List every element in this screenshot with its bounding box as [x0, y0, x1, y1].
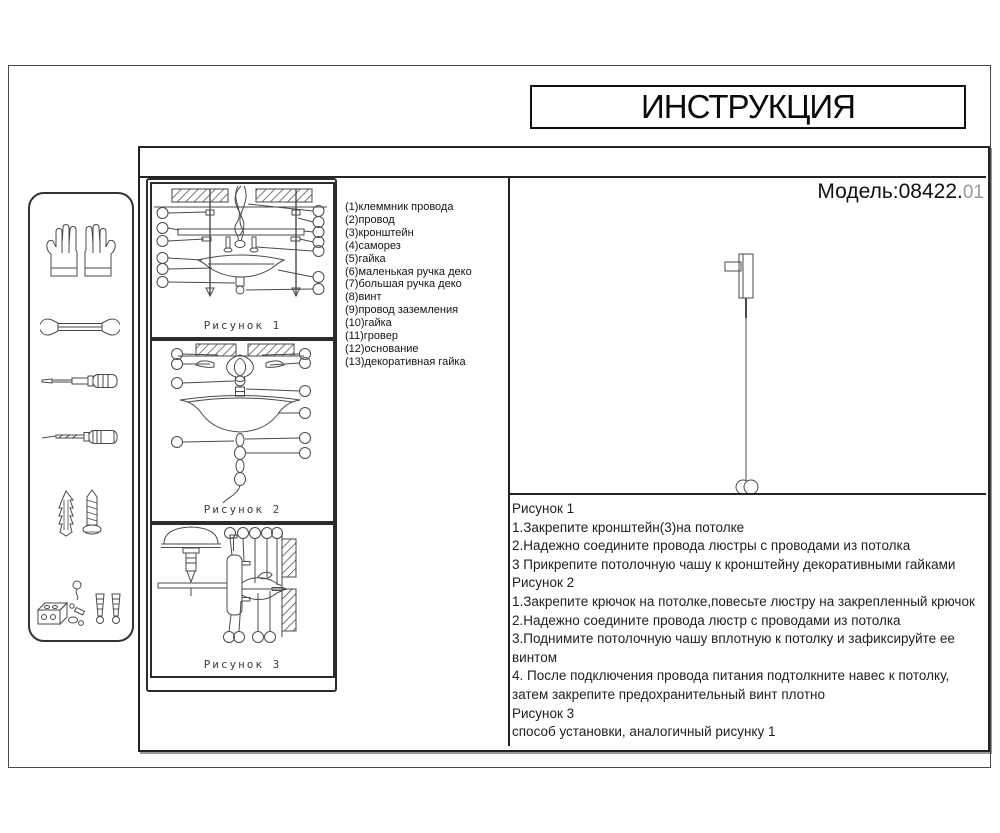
- parts-list-item: (8)винт: [345, 291, 382, 304]
- model-label: Модель:08422.: [817, 180, 963, 203]
- parts-list-item: (5)гайка: [345, 252, 386, 265]
- instruction-line: способ установки, аналогичный рисунку 1: [512, 724, 776, 740]
- pendant-lamp-drawing: [690, 235, 800, 496]
- instruction-line: 1.Закрепите крючок на потолке,повесьте люстру на закрепленный крючок: [512, 593, 975, 609]
- parts-list-item: (13)декоративная гайка: [345, 355, 466, 368]
- model-suffix: 01: [962, 182, 984, 203]
- fasteners-icon: [36, 578, 124, 630]
- awl-screwdriver-icon: [40, 426, 120, 448]
- instruction-line: Рисунок 2: [512, 575, 575, 591]
- parts-list-item: (3)кронштейн: [345, 226, 414, 239]
- figure-2-drawing: [152, 341, 329, 517]
- figure-2-caption: Рисунок 2: [203, 503, 282, 516]
- parts-list-item: (12)основание: [345, 342, 419, 355]
- tools-panel: [28, 192, 134, 642]
- gloves-icon: [43, 220, 119, 282]
- instruction-line: Рисунок 1: [512, 501, 575, 516]
- figure-2-panel: [150, 339, 335, 523]
- model-number: [600, 180, 984, 204]
- installation-instructions: [512, 500, 986, 742]
- dowel-screw-icon: [54, 488, 106, 540]
- figure-3-callouts-top: [225, 528, 283, 586]
- title-box: [530, 85, 966, 129]
- vertical-divider: [508, 178, 510, 746]
- parts-list-item: (6)маленькая ручка деко: [345, 265, 472, 278]
- instruction-line: 3 Прикрепите потолочную чашу к кронштейну декоративными гайками: [512, 556, 956, 572]
- parts-list-item: (2)провод: [345, 213, 395, 226]
- instruction-line: 1.Закрепите кронштейн(3)на потолке: [512, 519, 745, 535]
- parts-list-item: (4)саморез: [345, 239, 401, 252]
- figure-3-drawing: [152, 525, 329, 672]
- parts-list-item: (1)клеммник провода: [345, 201, 454, 213]
- figure-1-callouts-left: [157, 208, 235, 288]
- parts-list-item: (11)гровер: [345, 330, 398, 343]
- flat-screwdriver-icon: [40, 370, 120, 392]
- figure-1-panel: [150, 182, 335, 339]
- instruction-line: 3.Поднимите потолочную чашу вплотную к потолку и зафиксируйте ее винтом: [512, 631, 955, 665]
- instructions-divider: [510, 493, 986, 495]
- wrench-icon: [38, 312, 122, 342]
- figure-2-callouts-right: [245, 349, 311, 459]
- parts-list-item: (10)гайка: [345, 317, 392, 330]
- instruction-line: 2.Надежно соедините провода люстры с проводами из потолка: [512, 538, 911, 554]
- figure-3-panel: [150, 523, 335, 678]
- figure-1-caption: Рисунок 1: [203, 319, 282, 332]
- page-title: ИНСТРУКЦИЯ: [641, 88, 855, 125]
- instruction-line: 2.Надежно соедините провода люстр с проводами из потолка: [512, 612, 901, 628]
- parts-list: [345, 201, 475, 369]
- parts-list-item: (7)большая ручка деко: [345, 278, 462, 291]
- figure-3-caption: Рисунок 3: [203, 658, 282, 671]
- instruction-line: Рисунок 3: [512, 705, 575, 721]
- instruction-line: 4. После подключения провода питания подтолкните навес к потолку, затем закрепите предохранительный винт плотно: [512, 668, 950, 702]
- parts-list-item: (9)провод заземления: [345, 304, 459, 317]
- figure-1-drawing: [152, 184, 329, 333]
